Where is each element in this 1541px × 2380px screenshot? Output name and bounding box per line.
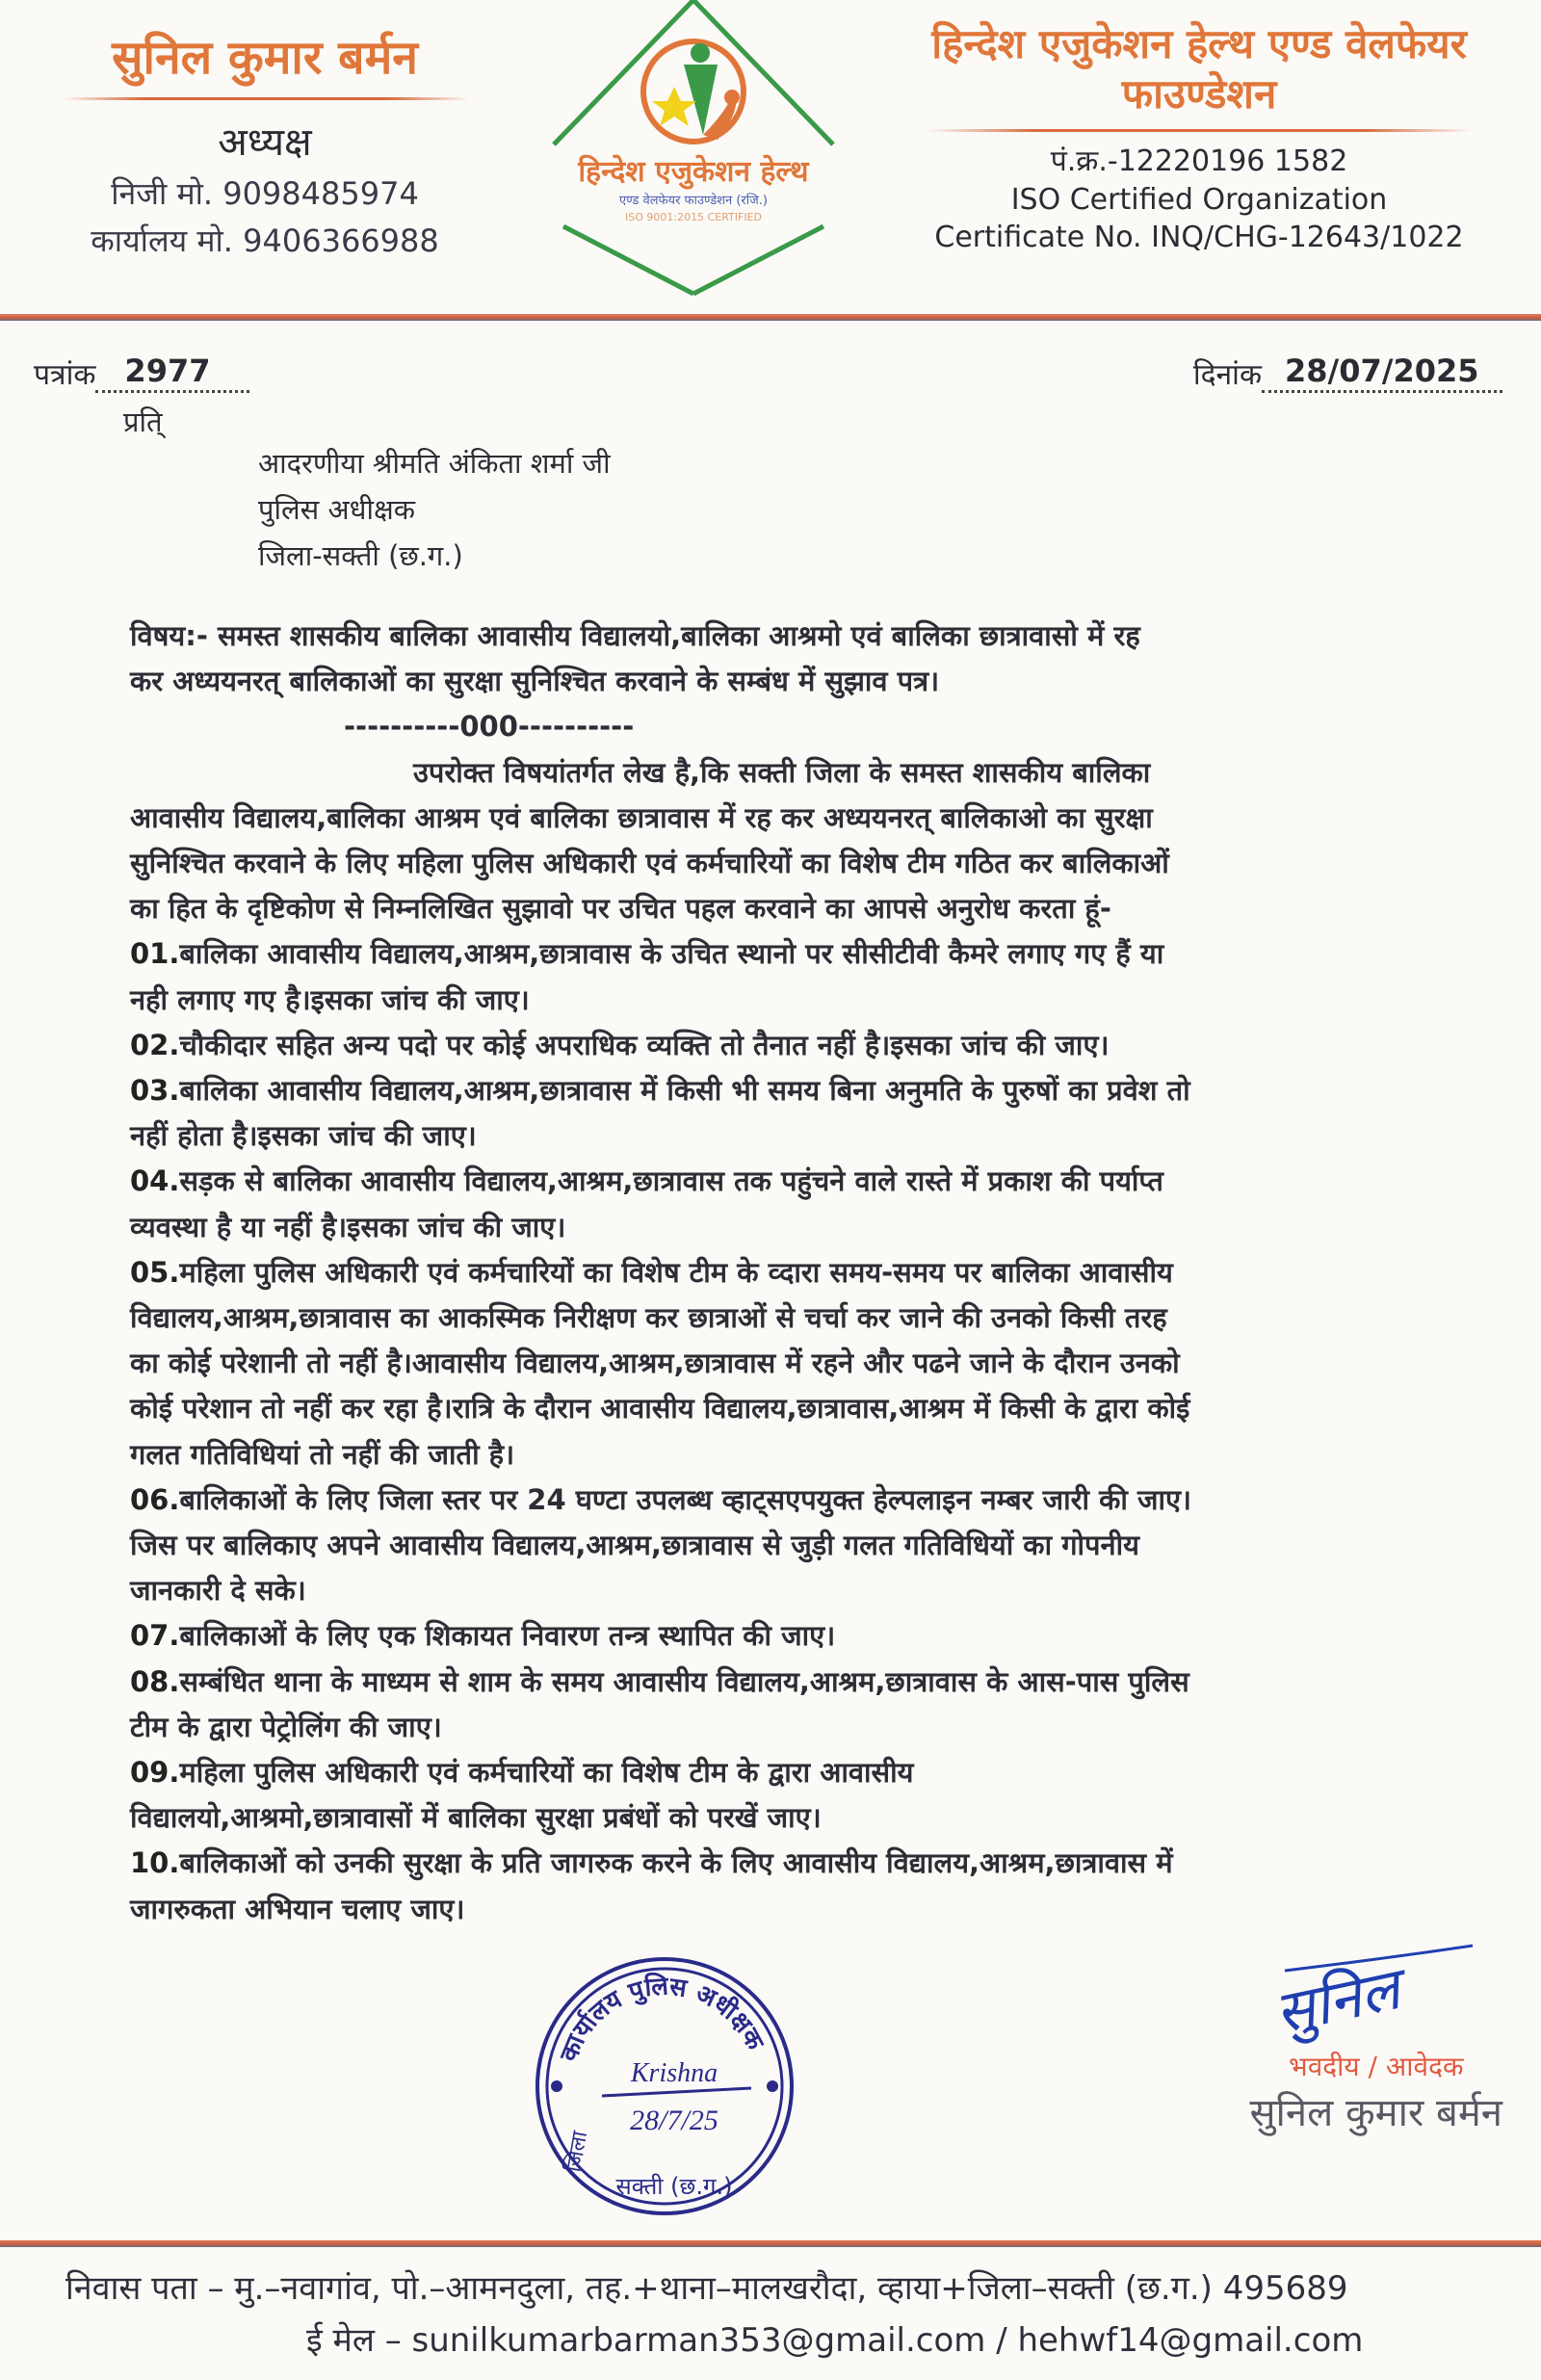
- letterhead-right: [896, 19, 1502, 314]
- suggestion-text: का कोई परेशानी तो नहीं है।आवासीय विद्यालय,आश्रम,छात्रावास में रहने और पढने जाने के दौरान उनको: [130, 1347, 1180, 1380]
- personal-mobile: निजी मो. 9098485974: [111, 175, 419, 212]
- addressee-line: जिला-सक्ती (छ.ग.): [258, 539, 463, 572]
- suggestion-text: बालिका आवासीय विद्यालय,आश्रम,छात्रावास में किसी भी समय बिना अनुमति के पुरुषों का प्रवेश तो: [179, 1074, 1190, 1108]
- suggestion-line: [130, 1841, 1478, 1886]
- letterhead-left: [39, 19, 491, 314]
- date-label: दिनांक: [1192, 358, 1262, 392]
- stamp-left-text: जिला: [562, 2129, 593, 2174]
- date-field: [1193, 353, 1502, 393]
- suggestion-number: 05.: [130, 1255, 180, 1289]
- ornament-divider: [927, 129, 1473, 132]
- date-value: 28/07/2025: [1285, 353, 1479, 389]
- logo-column: [491, 19, 896, 314]
- suggestion-text: सम्बंधित थाना के माध्यम से शाम के समय आवासीय विद्यालय,आश्रम,छात्रावास के आस-पास पुलिस: [179, 1664, 1189, 1698]
- suggestion-number: 10.: [130, 1846, 180, 1880]
- suggestion-line: [130, 1887, 1478, 1932]
- header-divider: [0, 314, 1541, 321]
- suggestion-line: [130, 1295, 1478, 1341]
- subject-line: विषय:- समस्त शासकीय बालिका आवासीय विद्यालयो,बालिका आश्रमो एवं बालिका छात्रावासो में रह: [130, 619, 1140, 652]
- suggestion-text: जानकारी दे सके।: [130, 1574, 306, 1608]
- subject-line: कर अध्ययनरत् बालिकाओं का सुरक्षा सुनिश्चित करवाने के सम्बंध में सुझाव पत्र।: [130, 665, 940, 698]
- suggestion-line: [130, 1159, 1478, 1204]
- suggestion-text: टीम के द्वारा पेट्रोलिंग की जाए।: [130, 1710, 442, 1743]
- police-office-stamp: [520, 1942, 809, 2231]
- suggestion-line: [130, 1478, 1478, 1523]
- suggestion-line: [130, 931, 1478, 977]
- suggestion-line: [130, 978, 1478, 1023]
- office-mobile: कार्यालय मो. 9406366988: [91, 222, 439, 259]
- suggestion-text: नही लगाए गए है।इसका जांच की जाए।: [130, 982, 530, 1016]
- suggestion-number: 08.: [130, 1664, 180, 1698]
- body-line: उपरोक्त विषयांतर्गत लेख है,कि सक्ती जिला के समस्त शासकीय बालिका: [413, 755, 1151, 789]
- stamp-date: 28/7/25: [630, 2104, 718, 2136]
- suggestion-item: [130, 1478, 1478, 1614]
- suggestion-line: [130, 1750, 1478, 1795]
- suggestion-text: गलत गतिविधियां तो नहीं की जाती है।: [130, 1437, 515, 1471]
- suggestion-number: 09.: [130, 1756, 180, 1790]
- stamp-signature-row: [0, 1932, 1541, 2231]
- suggestion-line: [130, 1660, 1478, 1705]
- suggestion-list: [130, 931, 1478, 1931]
- suggestion-line: [130, 1705, 1478, 1750]
- closing-text: भवदीय / आवेदक: [1289, 2050, 1464, 2082]
- footer-divider: [0, 2240, 1541, 2247]
- suggestion-item: [130, 1068, 1478, 1159]
- suggestion-line: [130, 1568, 1478, 1613]
- reference-label: पत्रांक: [34, 358, 96, 392]
- addressee: [0, 393, 1541, 579]
- suggestion-line: [130, 1432, 1478, 1478]
- letterhead: [0, 0, 1541, 314]
- subject: [0, 614, 1478, 750]
- suggestion-line: [130, 1523, 1478, 1568]
- addressee-line: पुलिस अधीक्षक: [258, 493, 416, 526]
- suggestion-item: [130, 1841, 1478, 1931]
- organization-name: हिन्देश एजुकेशन हेल्थ एण्ड वेलफेयर फाउण्डेशन: [931, 20, 1467, 118]
- suggestion-item: [130, 1660, 1478, 1750]
- iso-certified-text: ISO Certified Organization: [1010, 183, 1388, 217]
- suggestion-number: 01.: [130, 937, 180, 971]
- suggestion-number: 03.: [130, 1074, 180, 1108]
- suggestion-line: [130, 1613, 1478, 1659]
- suggestion-item: [130, 931, 1478, 1022]
- suggestion-item: [130, 1250, 1478, 1478]
- logo-title: हिन्देश एजुकेशन हेल्थ: [578, 155, 809, 189]
- suggestion-line: [130, 1386, 1478, 1431]
- organization-logo: [491, 0, 896, 299]
- suggestion-line: [130, 1250, 1478, 1295]
- stamp-initials: Krishna: [630, 2057, 718, 2088]
- registration-number: पं.क्र.-12220196 1582: [1050, 144, 1348, 178]
- suggestion-text: विद्यालयो,आश्रमो,छात्रावासों में बालिका सुरक्षा प्रबंधों को परखें जाए।: [130, 1801, 822, 1835]
- suggestion-text: बालिकाओं को उनकी सुरक्षा के प्रति जागरुक करने के लिए आवासीय विद्यालय,आश्रम,छात्रावास में: [179, 1846, 1173, 1880]
- reference-field: [34, 353, 249, 393]
- suggestion-number: 04.: [130, 1164, 180, 1198]
- suggestion-text: बालिका आवासीय विद्यालय,आश्रम,छात्रावास के उचित स्थानो पर सीसीटीवी कैमरे लगाए गए हैं या: [179, 937, 1164, 971]
- signature-block: [1250, 1942, 1502, 2137]
- suggestion-line: [130, 1068, 1478, 1113]
- stamp-bottom-text: सक्ती (छ.ग.): [615, 2172, 733, 2200]
- suggestion-text: बालिकाओं के लिए जिला स्तर पर 24 घण्टा उपलब्ध व्हाट्सएपयुक्त हेल्पलाइन नम्बर जारी की जाए।: [179, 1482, 1192, 1516]
- suggestion-item: [130, 1023, 1478, 1068]
- to-label: प्रति्: [123, 405, 163, 438]
- suggestion-text: चौकीदार सहित अन्य पदो पर कोई अपराधिक व्यक्ति तो तैनात नहीं है।इसका जांच की जाए।: [179, 1028, 1110, 1061]
- suggestion-text: महिला पुलिस अधिकारी एवं कर्मचारियों का विशेष टीम के द्वारा आवासीय: [179, 1756, 914, 1790]
- logo-subtitle: एण्ड वेलफेयर फाउण्डेशन (रजि.): [619, 194, 768, 208]
- suggestion-text: जागरुकता अभियान चलाए जाए।: [130, 1892, 465, 1925]
- body-line: आवासीय विद्यालय,बालिका आश्रम एवं बालिका छात्रावास में रह कर अध्ययनरत् बालिकाओ का सुरक्षा: [130, 800, 1153, 834]
- signature-text: सुनिल: [1268, 1955, 1406, 2048]
- addressee-line: आदरणीया श्रीमति अंकिता शर्मा जी: [258, 447, 611, 480]
- separator: ----------000----------: [344, 710, 635, 744]
- suggestion-line: [130, 1205, 1478, 1250]
- header-left-name: सुनिल कुमार बर्मन: [112, 31, 418, 85]
- body-line: का हित के दृष्टिकोण से निम्नलिखित सुझावो पर उचित पहल करवाने का आपसे अनुरोध करता हूं-: [130, 892, 1111, 926]
- letter-body: [0, 750, 1478, 1932]
- suggestion-text: व्यवस्था है या नहीं है।इसका जांच की जाए।: [130, 1210, 566, 1243]
- ornament-divider: [62, 97, 469, 100]
- suggestion-text: नहीं होता है।इसका जांच की जाए।: [130, 1119, 477, 1153]
- suggestion-text: विद्यालय,आश्रम,छात्रावास का आकस्मिक निरीक्षण कर छात्राओं से चर्चा कर जाने की उनको किसी तरह: [130, 1301, 1167, 1335]
- suggestion-text: कोई परेशान तो नहीं कर रहा है।रात्रि के दौरान आवासीय विद्यालय,छात्रावास,आश्रम में किसी के द्वारा कोई: [130, 1392, 1190, 1425]
- designation: अध्यक्ष: [218, 120, 312, 165]
- suggestion-line: [130, 1023, 1478, 1068]
- suggestion-number: 02.: [130, 1028, 180, 1061]
- handwritten-signature: [1266, 1942, 1487, 2048]
- suggestion-text: महिला पुलिस अधिकारी एवं कर्मचारियों का विशेष टीम के व्दारा समय-समय पर बालिका आवासीय: [179, 1255, 1173, 1289]
- suggestion-item: [130, 1613, 1478, 1659]
- stamp-outer-text: कार्यालय पुलिस अधीक्षक: [554, 1972, 770, 2066]
- suggestion-item: [130, 1159, 1478, 1249]
- suggestion-number: 07.: [130, 1619, 180, 1653]
- logo-iso: ISO 9001:2015 CERTIFIED: [624, 211, 763, 223]
- suggestion-line: [130, 1795, 1478, 1841]
- certificate-number: Certificate No. INQ/CHG-12643/1022: [934, 221, 1464, 254]
- residential-address: निवास पता – मु.–नवागांव, पो.–आमनदुला, तह.+थाना–मालखरौदा, व्हाया+जिला–सक्ती (छ.ग.) 495689: [65, 2268, 1348, 2308]
- suggestion-text: सड़क से बालिका आवासीय विद्यालय,आश्रम,छात्रावास तक पहुंचने वाले रास्ते में प्रकाश की पर्याप्त: [179, 1164, 1163, 1198]
- reference-date-row: [0, 321, 1541, 393]
- suggestion-text: जिस पर बालिकाए अपने आवासीय विद्यालय,आश्रम,छात्रावास से जुड़ी गलत गतिविधियों का गोपनीय: [130, 1529, 1139, 1562]
- suggestion-item: [130, 1750, 1478, 1841]
- email-address: ई मेल – sunilkumarbarman353@gmail.com / hehwf14@gmail.com: [306, 2320, 1364, 2360]
- signatory-name: सुनिल कुमार बर्मन: [1249, 2090, 1502, 2135]
- suggestion-text: बालिकाओं के लिए एक शिकायत निवारण तन्त्र स्थापित की जाए।: [179, 1619, 836, 1653]
- suggestion-line: [130, 1341, 1478, 1386]
- footer: [0, 2247, 1541, 2380]
- reference-number: 2977: [124, 353, 211, 389]
- suggestion-number: 06.: [130, 1482, 180, 1516]
- suggestion-line: [130, 1113, 1478, 1159]
- body-line: सुनिश्चित करवाने के लिए महिला पुलिस अधिकारी एवं कर्मचारियों का विशेष टीम गठित कर बालिकाओं: [130, 847, 1169, 880]
